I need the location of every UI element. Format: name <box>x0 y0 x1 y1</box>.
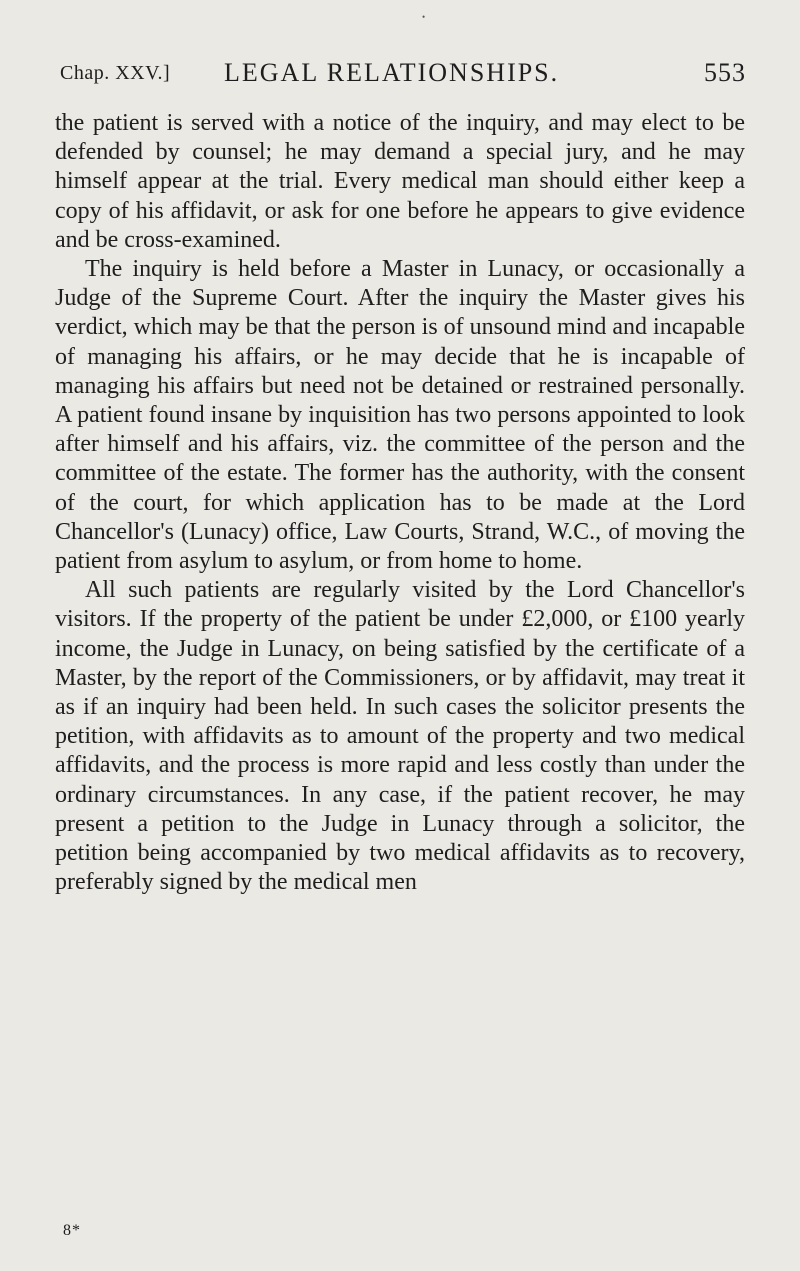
paragraph-continuation: the patient is served with a notice of the inquiry, and may elect to be defended by counsel; he may demand a special jury, and he may himself appear at the trial. Every medical man should either keep a copy of his affidavit, or ask for one before he appears to give evidence and be cross-examined. <box>55 110 745 253</box>
chapter-label: Chap. XXV.] <box>60 62 171 84</box>
body-text <box>55 109 745 897</box>
paragraph-visitors: All such patients are regularly visited by the Lord Chancellor's visitors. If the property of the patient be under £2,000, or £100 yearly income, the Judge in Lunacy, on being satisfied by the certificate of a Master, by the report of the Commissioners, or by affidavit, may treat it as if an inquiry had been held. In such cases the solicitor presents the petition, with affidavits as to amount of the property and two medical affidavits, and the process is more rapid and less costly than under the ordinary circumstances. In any case, if the patient recover, he may present a petition to the Judge in Lunacy through a solicitor, the petition being accompanied by two medical affidavits as to recovery, preferably signed by the medical men <box>55 577 745 896</box>
signature-mark: 8* <box>63 1222 81 1239</box>
page-number: 553 <box>704 58 746 87</box>
running-title: LEGAL RELATIONSHIPS. <box>224 58 560 87</box>
running-header <box>60 58 746 92</box>
paragraph-inquiry: The inquiry is held before a Master in Lunacy, or occasionally a Judge of the Supreme Court. After the inquiry the Master gives his verdict, which may be that the person is of unsound mind and incapable of managing his affairs, or he may decide that he is incapable of managing his affairs but need not be detained or restrained personally. A patient found insane by inquisition has two persons appointed to look after himself and his affairs, viz. the committee of the person and the committee of the estate. The former has the authority, with the consent of the court, for which application has to be made at the Lord Chancellor's (Lunacy) office, Law Courts, Strand, W.C., of moving the patient from asylum to asylum, or from home to home. <box>55 256 745 575</box>
top-mark: • <box>422 12 426 22</box>
